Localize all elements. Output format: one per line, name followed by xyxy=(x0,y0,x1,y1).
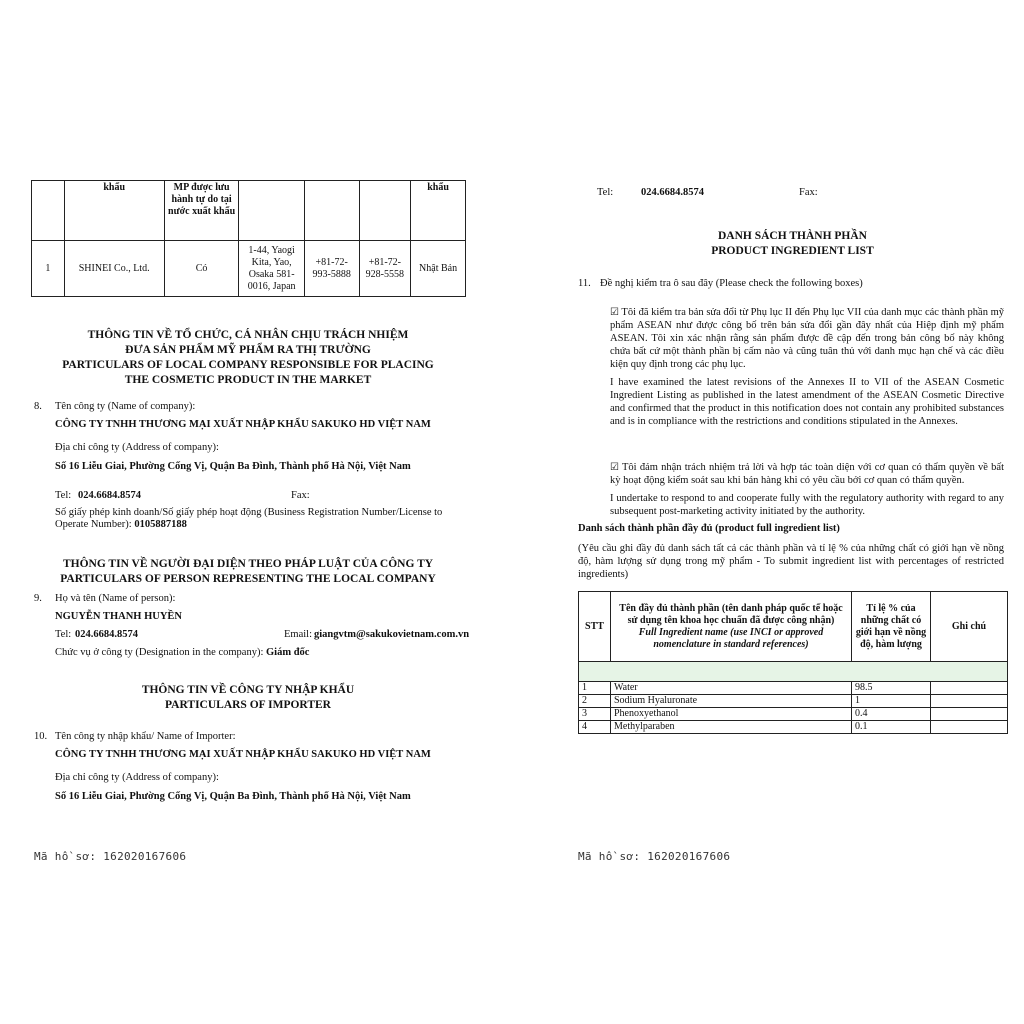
col-header-name-vi: Tên đầy đủ thành phần (tên danh pháp quốc tế hoặc sử dụng tên khoa học chuẩn đã được công nhận) xyxy=(619,602,843,626)
file-code: Mã hồ sơ: 162020167606 xyxy=(578,850,731,863)
file-code: Mã hồ sơ: 162020167606 xyxy=(34,850,187,863)
row-note xyxy=(931,695,1008,708)
section-number: 8. xyxy=(34,401,42,412)
company-table xyxy=(31,180,466,297)
tel-label: Tel: xyxy=(55,490,72,501)
row-name: Sodium Hyaluronate xyxy=(611,695,852,708)
check-text: Tôi đảm nhận trách nhiệm trả lời và hợp tác toàn diện với cơ quan có thẩm quyền về bất kỳ hoạt động kiểm soát sau khi bán hàng khi có yêu cầu bởi cơ quan có thẩm quyền. xyxy=(610,462,1005,486)
check-text: Tôi đã kiểm tra bản sửa đổi từ Phụ lục II đến Phụ lục VII của danh mục các thành phần mỹ phẩm ASEAN như được công bố trên bản sửa đổi gần đây nhất của Hiệp định mỹ phẩm ASEAN. Tôi xin xác nhận rằng sản phẩm được đề cập đến trong bản công bố này không chứa bất cứ một thành phần bị cấm nào và cũng tuân thủ với danh mục hạn chế và các điều kiện quy định trong các phụ lục. xyxy=(610,307,1004,370)
importer-address-value: Số 16 Liễu Giai, Phường Cống Vị, Quận Ba Đình, Thành phố Hà Nội, Việt Nam xyxy=(55,791,411,802)
company-table-cell: Nhật Bản xyxy=(411,241,466,297)
table-row xyxy=(579,682,1008,695)
checkbox-checked-icon[interactable]: ☑ xyxy=(610,462,619,473)
section-title: DANH SÁCH THÀNH PHẦN xyxy=(718,230,867,242)
row-pct: 0.4 xyxy=(852,708,931,721)
col-header-stt: STT xyxy=(579,592,611,662)
checkbox-checked-icon[interactable]: ☑ xyxy=(610,307,619,318)
section-title: PARTICULARS OF IMPORTER xyxy=(165,699,331,711)
company-address-value: Số 16 Liễu Giai, Phường Cống Vị, Quận Ba Đình, Thành phố Hà Nội, Việt Nam xyxy=(55,461,411,472)
email-label: Email: xyxy=(284,629,312,640)
company-table-row xyxy=(32,241,466,297)
row-name: Methylparaben xyxy=(611,721,852,734)
license-row xyxy=(55,518,187,531)
ingredient-table-band xyxy=(579,662,1008,682)
field-label: Tên công ty (Name of company): xyxy=(55,401,196,412)
company-table-cell: +81-72-928-5558 xyxy=(359,241,411,297)
field-label: Địa chỉ công ty (Address of company): xyxy=(55,442,219,453)
company-table-cell xyxy=(32,181,65,241)
ingredient-list-heading xyxy=(575,229,1010,259)
company-table-cell: 1-44, Yaogi Kita, Yao, Osaka 581-0016, Japan xyxy=(239,241,304,297)
designation-row xyxy=(55,646,309,659)
row-pct: 1 xyxy=(852,695,931,708)
col-header-name xyxy=(611,592,852,662)
row-note xyxy=(931,682,1008,695)
tel-label: Tel: xyxy=(55,629,72,640)
row-note xyxy=(931,721,1008,734)
license-label: Số giấy phép kinh doanh/Số giấy phép hoạt động (Business Registration Number/License to xyxy=(55,507,443,518)
row-pct: 0.1 xyxy=(852,721,931,734)
company-table-cell: 1 xyxy=(32,241,65,297)
importer-heading xyxy=(30,683,466,713)
section-title: PARTICULARS OF PERSON REPRESENTING THE LOCAL COMPANY xyxy=(60,573,436,585)
company-table-cell xyxy=(239,181,304,241)
row-name: Phenoxyethanol xyxy=(611,708,852,721)
importer-name-value: CÔNG TY TNHH THƯƠNG MẠI XUẤT NHẬP KHẨU SAKUKO HD VIỆT NAM xyxy=(55,749,431,760)
table-row xyxy=(579,708,1008,721)
row-name: Water xyxy=(611,682,852,695)
section-title: THE COSMETIC PRODUCT IN THE MARKET xyxy=(124,374,372,386)
section-number: 11. xyxy=(578,278,591,289)
table-row xyxy=(579,695,1008,708)
tel-value: 024.6684.8574 xyxy=(641,187,704,198)
tel-value: 024.6684.8574 xyxy=(75,629,138,640)
section-title: THÔNG TIN VỀ CÔNG TY NHẬP KHẨU xyxy=(141,684,355,696)
section-number: 9. xyxy=(34,593,42,604)
fax-label: Fax: xyxy=(799,187,818,198)
section-title: THÔNG TIN VỀ TỔ CHỨC, CÁ NHÂN CHỊU TRÁCH NHIỆM xyxy=(87,329,409,341)
company-name-value: CÔNG TY TNHH THƯƠNG MẠI XUẤT NHẬP KHẨU SAKUKO HD VIỆT NAM xyxy=(55,419,431,430)
ingredient-list-title: Danh sách thành phần đầy đủ (product full ingredient list) xyxy=(578,523,840,534)
email-value: giangvtm@sakukovietnam.com.vn xyxy=(314,629,470,640)
designation-value: Giám đốc xyxy=(266,647,310,658)
field-label: Chức vụ ở công ty (Designation in the company): xyxy=(55,647,264,658)
check-item-2 xyxy=(610,461,1004,487)
row-stt: 2 xyxy=(579,695,611,708)
company-table-cell: khẩu xyxy=(64,181,164,241)
check-item-1-en: I have examined the latest revisions of the Annexes II to VII of the ASEAN Cosmetic Ingredient Listing as published in the latest amendment of the ASEAN Cosmetic Directive and confirmed that the product in this notification does not contain any prohibited substances and is in compliance with the restrictions and conditions stipulated in the Annexes. xyxy=(610,377,1004,427)
field-label: Họ và tên (Name of person): xyxy=(55,593,176,604)
check-item-2-en: I undertake to respond to and cooperate fully with the regulatory authority with regard to any subsequent post-marketing activity initiated by the authority. xyxy=(610,493,1004,517)
ingredient-table xyxy=(578,591,1008,734)
section-number: 10. xyxy=(34,731,48,742)
company-table-cell: khẩu xyxy=(411,181,466,241)
company-table-cell xyxy=(359,181,411,241)
company-table-cell: MP được lưu hành tự do tại nước xuất khẩu xyxy=(164,181,239,241)
ingredient-list-note: (Yêu cầu ghi đầy đủ danh sách tất cả các thành phần và tỉ lệ % của những chất có giới hạn về nồng độ, hàm lượng sử dụng trong mỹ phẩm - To submit ingredient list with percentages of restricted ingredients) xyxy=(578,543,1004,580)
row-pct: 98.5 xyxy=(852,682,931,695)
col-header-name-en: Full Ingredient name (use INCI or approved nomenclature in standard references) xyxy=(638,626,824,650)
company-table-header xyxy=(32,181,466,241)
check-intro: Đề nghị kiểm tra ô sau đây (Please check the following boxes) xyxy=(600,278,863,289)
person-name-value: NGUYỄN THANH HUYỀN xyxy=(55,611,182,622)
company-table-cell: SHINEI Co., Ltd. xyxy=(64,241,164,297)
company-table-cell: Có xyxy=(164,241,239,297)
tel-value: 024.6684.8574 xyxy=(78,490,141,501)
band-cell xyxy=(579,662,1008,682)
company-table-cell xyxy=(304,181,359,241)
license-value: 0105887188 xyxy=(134,519,187,530)
section-title: THÔNG TIN VỀ NGƯỜI ĐẠI DIỆN THEO PHÁP LUẬT CỦA CÔNG TY xyxy=(62,558,434,570)
field-label: Địa chỉ công ty (Address of company): xyxy=(55,772,219,783)
tel-label: Tel: xyxy=(597,187,614,198)
section-title: PRODUCT INGREDIENT LIST xyxy=(711,245,874,257)
check-item-1 xyxy=(610,306,1004,371)
license-label: Operate Number): xyxy=(55,519,132,530)
local-company-heading xyxy=(30,328,466,388)
row-stt: 3 xyxy=(579,708,611,721)
col-header-note: Ghi chú xyxy=(931,592,1008,662)
row-stt: 4 xyxy=(579,721,611,734)
fax-label: Fax: xyxy=(291,490,310,501)
table-row xyxy=(579,721,1008,734)
representative-heading xyxy=(30,557,466,587)
col-header-pct: Tỉ lệ % của những chất có giới hạn về nồng độ, hàm lượng xyxy=(852,592,931,662)
row-stt: 1 xyxy=(579,682,611,695)
section-title: ĐƯA SẢN PHẨM MỸ PHẨM RA THỊ TRƯỜNG xyxy=(125,344,371,356)
row-note xyxy=(931,708,1008,721)
company-table-cell: +81-72-993-5888 xyxy=(304,241,359,297)
field-label: Tên công ty nhập khẩu/ Name of Importer: xyxy=(55,731,236,742)
ingredient-table-header xyxy=(579,592,1008,662)
section-title: PARTICULARS OF LOCAL COMPANY RESPONSIBLE FOR PLACING xyxy=(62,359,434,371)
